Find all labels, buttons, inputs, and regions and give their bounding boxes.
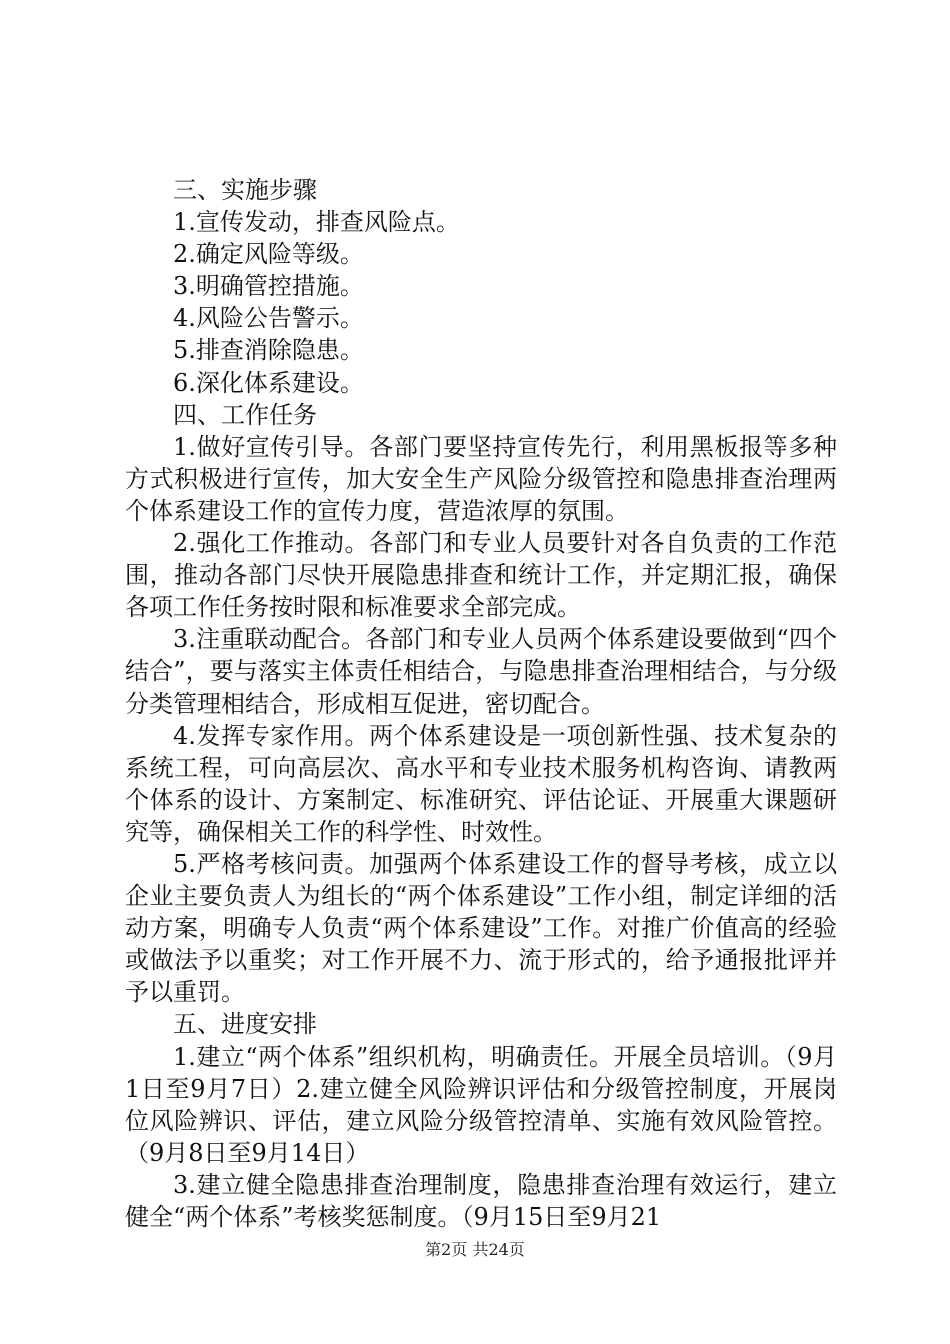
task-paragraph: 1.做好宣传引导。各部门要坚持宣传先行，利用黑板报等多种方式积极进行宣传，加大安全生产风险分级管控和隐患排查治理两个体系建设工作的宣传力度，营造浓厚的氛围。 [125,432,837,525]
schedule-paragraph: 3.建立健全隐患排查治理制度，隐患排查治理有效运行，建立健全“两个体系”考核奖惩制度。（9月15日至9月21 [125,1170,837,1231]
section-heading-implementation-steps: 三、实施步骤 [173,176,317,204]
page-number-label: 第2页 共24页 [425,1240,525,1259]
step-item: 2.确定风险等级。 [173,240,364,269]
step-item: 3.明确管控措施。 [173,272,364,301]
section-heading-work-tasks: 四、工作任务 [173,400,317,429]
step-item: 5.排查消除隐患。 [173,336,364,365]
task-paragraph: 5.严格考核问责。加强两个体系建设工作的督导考核，成立以企业主要负责人为组长的“两个体系建设”工作小组，制定详细的活动方案，明确专人负责“两个体系建设”工作。对推广价值高的经验或做法予以重奖；对工作开展不力、流于形式的，给予通报批评并予以重罚。 [125,849,837,1007]
step-item: 6.深化体系建设。 [173,368,364,397]
task-paragraph: 4.发挥专家作用。两个体系建设是一项创新性强、技术复杂的系统工程，可向高层次、高水平和专业技术服务机构咨询、请教两个体系的设计、方案制定、标准研究、评估论证、开展重大课题研究等，确保相关工作的科学性、时效性。 [125,721,837,846]
schedule-paragraph: 1.建立“两个体系”组织机构，明确责任。开展全员培训。（9月1日至9月7日）2.建立健全风险辨识评估和分级管控制度，开展岗位风险辨识、评估，建立风险分级管控清单、实施有效风险管控。（9月8日至9月14日） [125,1042,837,1167]
task-paragraph: 3.注重联动配合。各部门和专业人员两个体系建设要做到“四个结合”，要与落实主体责任相结合，与隐患排查治理相结合，与分级分类管理相结合，形成相互促进，密切配合。 [125,625,837,718]
task-paragraph: 2.强化工作推动。各部门和专业人员要针对各自负责的工作范围，推动各部门尽快开展隐患排查和统计工作，并定期汇报，确保各项工作任务按时限和标准要求全部完成。 [125,529,837,622]
step-item: 1.宣传发动，排查风险点。 [173,208,460,237]
step-item: 4.风险公告警示。 [173,304,364,333]
page-footer [0,1240,950,1260]
document-body [125,174,837,1233]
section-heading-schedule: 五、进度安排 [173,1010,317,1039]
